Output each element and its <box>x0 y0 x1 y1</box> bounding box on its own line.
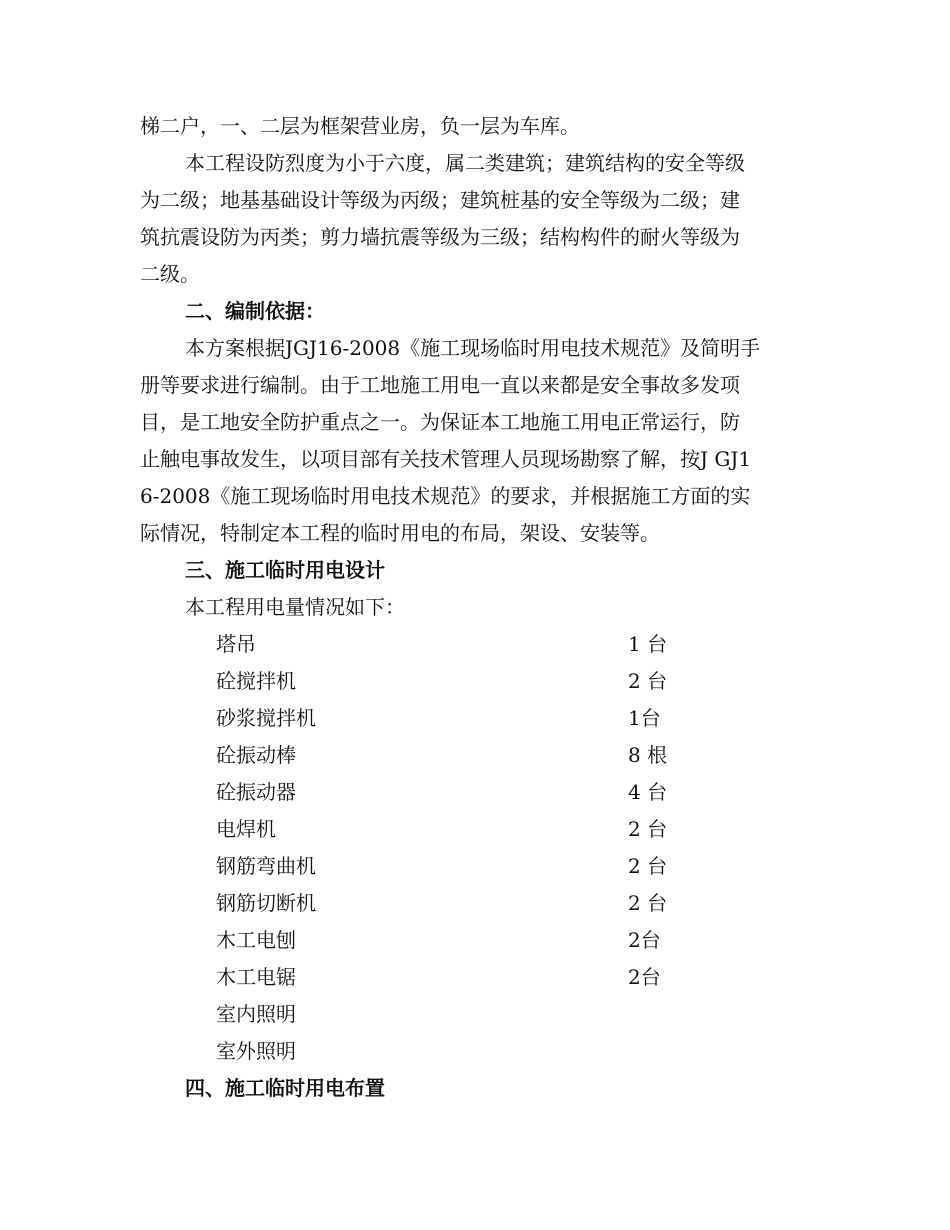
paragraph-line: 本工程用电量情况如下： <box>185 595 405 619</box>
paragraph-line: 际情况，特制定本工程的临时用电的布局，架设、安装等。 <box>140 521 660 545</box>
equipment-name: 塔吊 <box>216 632 256 656</box>
paragraph-line: 目，是工地安全防护重点之一。为保证本工地施工用电正常运行，防 <box>140 410 740 434</box>
equipment-name: 电焊机 <box>216 817 276 841</box>
equipment-name: 室内照明 <box>216 1002 296 1026</box>
equipment-quantity: 2 台 <box>628 854 668 878</box>
section-heading: 二、编制依据： <box>185 299 325 323</box>
equipment-name: 砼振动器 <box>216 780 296 804</box>
section-heading: 三、施工临时用电设计 <box>185 558 385 582</box>
equipment-quantity: 2 台 <box>628 669 668 693</box>
equipment-name: 钢筋弯曲机 <box>216 854 316 878</box>
section-heading: 四、施工临时用电布置 <box>185 1076 385 1100</box>
equipment-quantity: 4 台 <box>628 780 668 804</box>
equipment-name: 砼振动棒 <box>216 743 296 767</box>
equipment-name: 钢筋切断机 <box>216 891 316 915</box>
equipment-quantity: 2台 <box>628 965 661 989</box>
paragraph-line: 本工程设防烈度为小于六度，属二类建筑；建筑结构的安全等级 <box>185 151 745 175</box>
equipment-name: 木工电锯 <box>216 965 296 989</box>
equipment-quantity: 2 台 <box>628 891 668 915</box>
paragraph-line: 为二级；地基基础设计等级为丙级；建筑桩基的安全等级为二级；建 <box>140 188 740 212</box>
equipment-name: 砼搅拌机 <box>216 669 296 693</box>
paragraph-line: 止触电事故发生，以项目部有关技术管理人员现场勘察了解，按J GJ1 <box>140 447 752 471</box>
paragraph-line: 册等要求进行编制。由于工地施工用电一直以来都是安全事故多发项 <box>140 373 740 397</box>
equipment-quantity: 1台 <box>628 706 661 730</box>
equipment-quantity: 2 台 <box>628 817 668 841</box>
paragraph-line: 本方案根据JGJ16-2008《施工现场临时用电技术规范》及简明手 <box>185 336 761 360</box>
equipment-quantity: 8 根 <box>628 743 668 767</box>
equipment-name: 室外照明 <box>216 1039 296 1063</box>
paragraph-line: 梯二户，一、二层为框架营业房，负一层为车库。 <box>140 114 580 138</box>
equipment-quantity: 1 台 <box>628 632 668 656</box>
equipment-name: 砂浆搅拌机 <box>216 706 316 730</box>
equipment-quantity: 2台 <box>628 928 661 952</box>
paragraph-line: 6-2008《施工现场临时用电技术规范》的要求，并根据施工方面的实 <box>140 484 751 508</box>
equipment-name: 木工电刨 <box>216 928 296 952</box>
paragraph-line: 二级。 <box>140 262 200 286</box>
paragraph-line: 筑抗震设防为丙类；剪力墙抗震等级为三级；结构构件的耐火等级为 <box>140 225 740 249</box>
